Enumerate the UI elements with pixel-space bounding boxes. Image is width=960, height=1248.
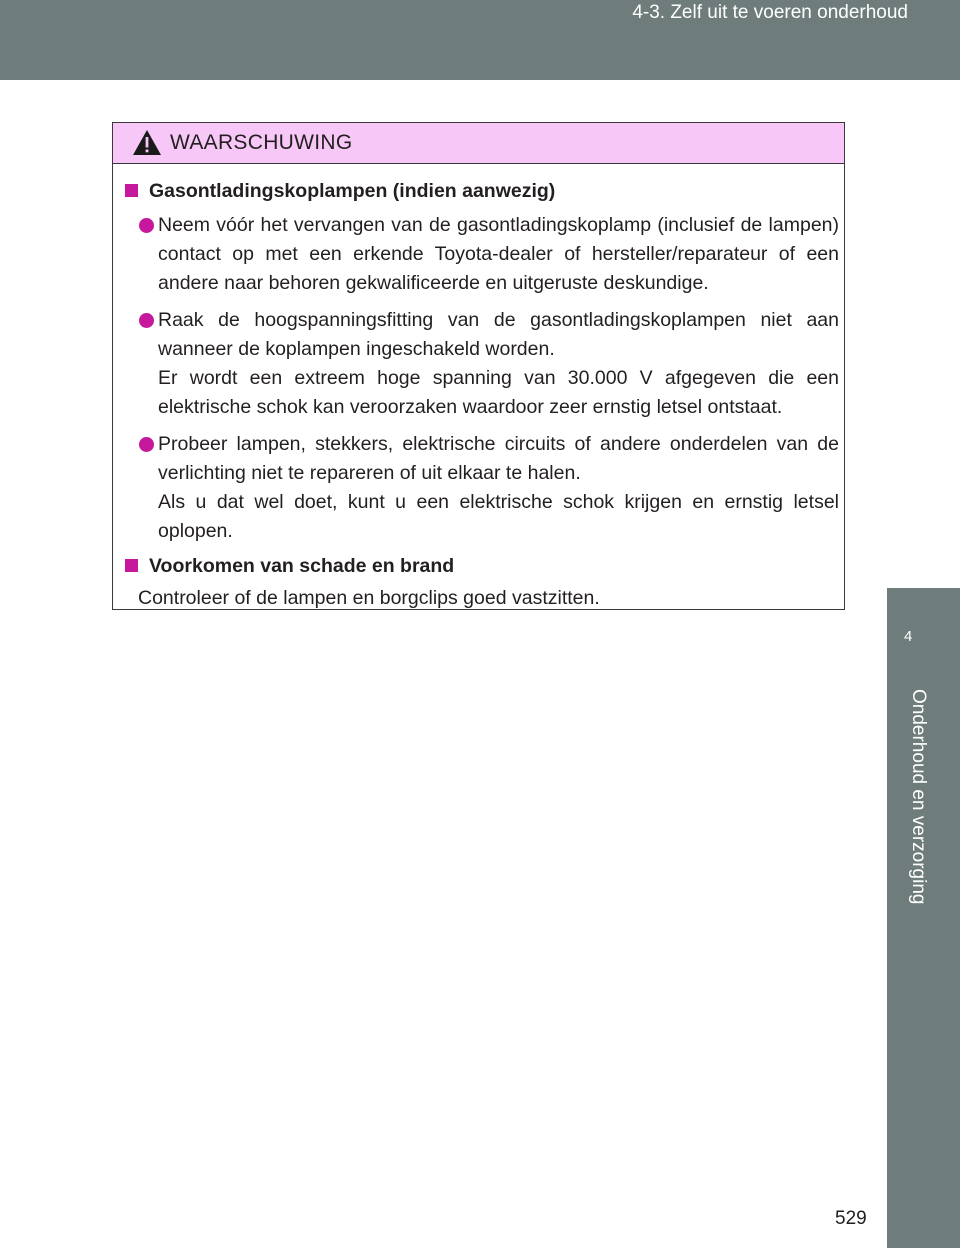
side-tab-chapter [887, 683, 960, 1248]
section-title [123, 554, 839, 578]
section-title [123, 179, 839, 203]
item-text: Probeer lampen, stekkers, elektrische circuits of andere onderdelen van de verlichting niet te repareren of uit elkaar te halen. [158, 433, 839, 484]
list-item [123, 430, 839, 546]
warning-header [113, 123, 844, 164]
square-bullet-icon [125, 559, 138, 572]
item-extra-text: Er wordt een extreem hoge spanning van 30.000 V afgegeven die een elektrische schok kan veroorzaken waardoor zeer ernstig letsel ontstaat. [158, 367, 839, 418]
section-title-text: Voorkomen van schade en brand [149, 555, 455, 577]
section-body-text: Controleer of de lampen en borgclips goed vastzitten. [138, 587, 600, 609]
warning-title: WAARSCHUWING [170, 131, 353, 154]
page-number: 529 [835, 1208, 867, 1229]
item-text: Raak de hoogspanningsfitting van de gasontladingskoplampen niet aan wanneer de koplampen ingeschakeld worden. [158, 309, 839, 360]
square-bullet-icon [125, 184, 138, 197]
list-item [123, 211, 839, 298]
item-text: Neem vóór het vervangen van de gasontladingskoplamp (inclusief de lampen) contact op met een erkende Toyota-dealer of hersteller/reparateur of een andere naar behoren gekwalificeerde en uitgeruste deskundige. [158, 214, 839, 294]
header-section-title: 4-3. Zelf uit te voeren onderhoud [632, 2, 908, 23]
warning-content [123, 179, 839, 613]
side-tab-chapter-number [887, 588, 960, 683]
round-bullet-icon [139, 218, 154, 233]
chapter-title: Onderhoud en verzorging [908, 689, 929, 905]
item-extra-text: Als u dat wel doet, kunt u een elektrische schok krijgen en ernstig letsel oplopen. [158, 491, 839, 542]
warning-box [112, 122, 845, 610]
warning-triangle-icon [132, 129, 162, 156]
round-bullet-icon [139, 313, 154, 328]
header-bar [0, 0, 960, 80]
section-title-text: Gasontladingskoplampen (indien aanwezig) [149, 180, 556, 202]
round-bullet-icon [139, 437, 154, 452]
list-item [123, 306, 839, 422]
chapter-number: 4 [904, 628, 913, 645]
